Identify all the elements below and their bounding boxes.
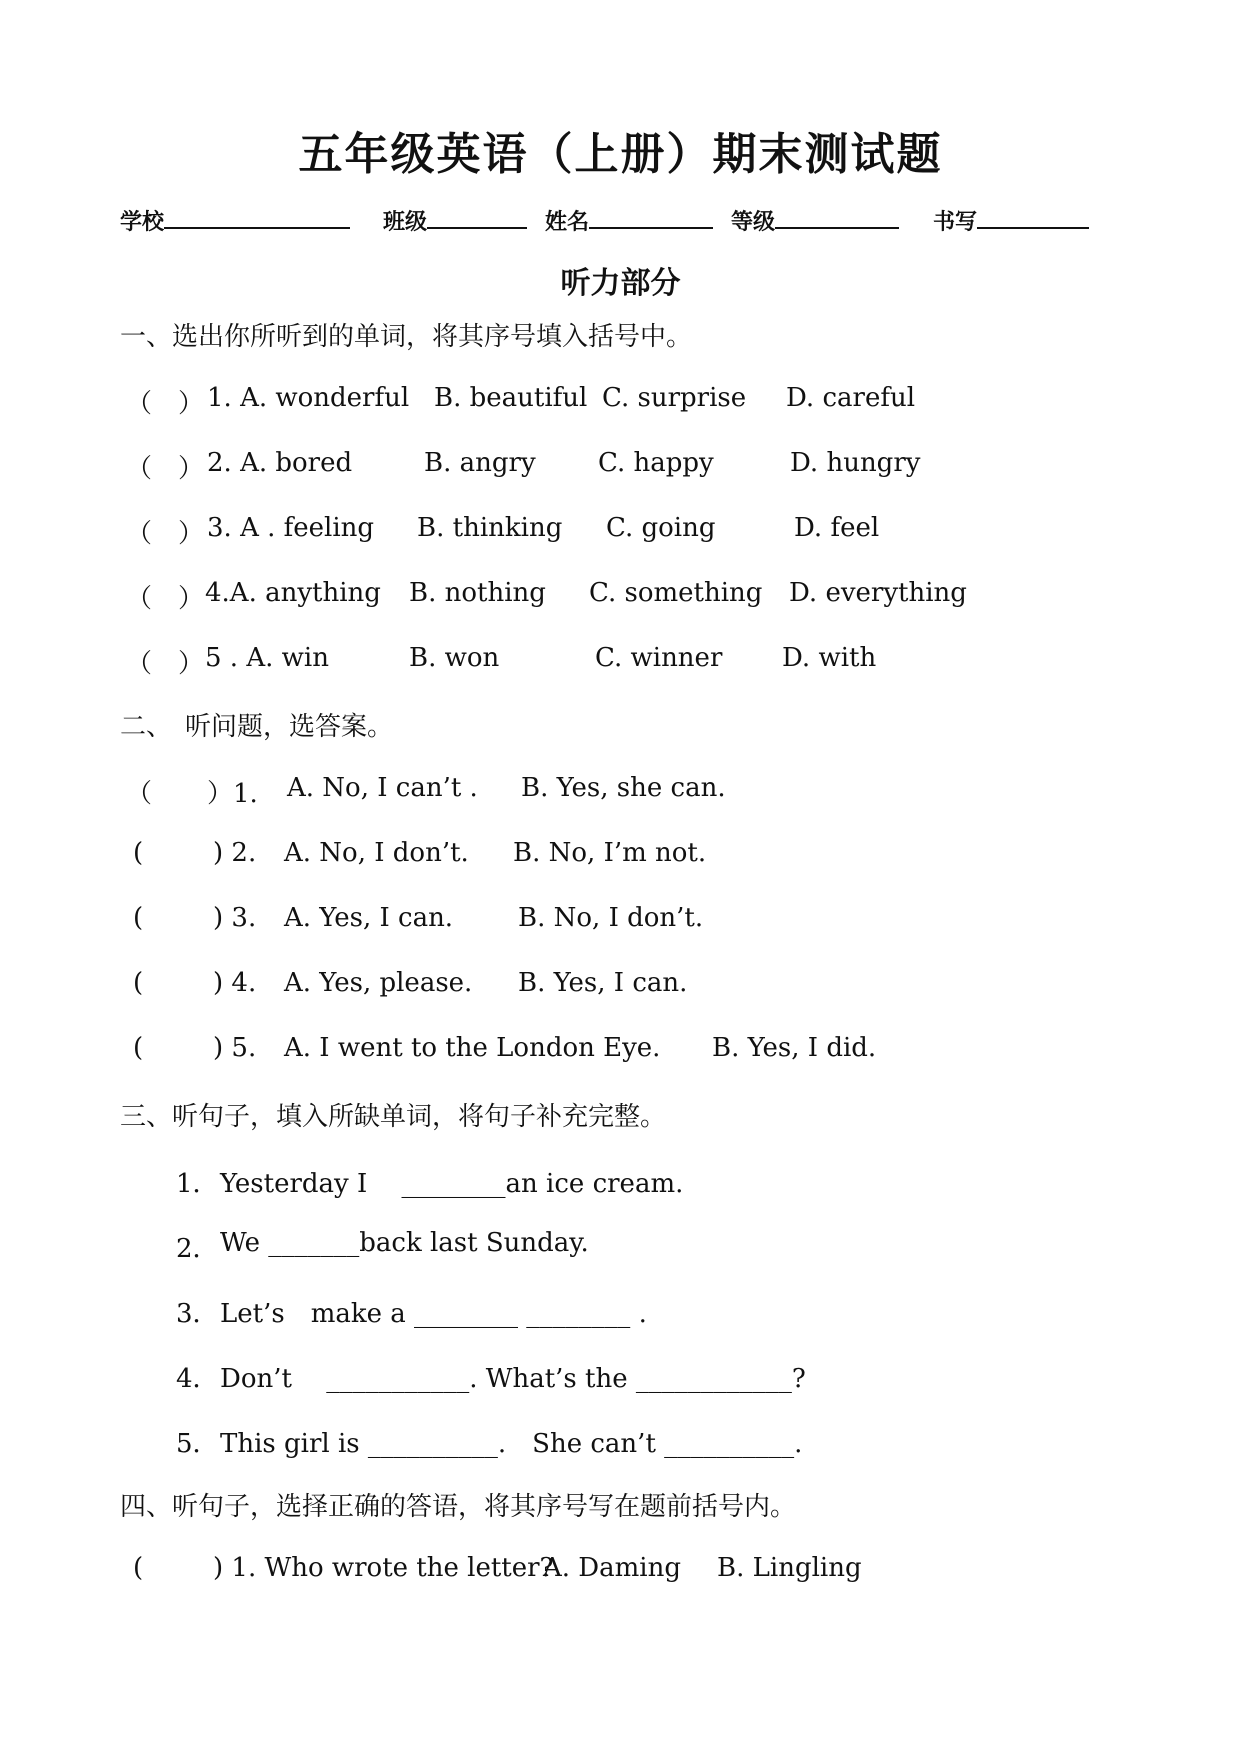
answer-parentheses[interactable]: （ ） bbox=[126, 389, 205, 419]
sentence-text: Yesterday I ________an ice cream. bbox=[220, 1169, 684, 1199]
option-a: A. No, I don’t. bbox=[284, 838, 469, 868]
question-number: ) 5. bbox=[213, 1033, 257, 1063]
option-a: 4.A. anything bbox=[205, 578, 381, 608]
writing-label: 书写 bbox=[933, 210, 978, 235]
question-number: ) 4. bbox=[213, 968, 257, 998]
class-field bbox=[383, 205, 527, 236]
option-b: B. Yes, I did. bbox=[712, 1033, 877, 1063]
option-c: C. going bbox=[606, 513, 716, 543]
option-a: 1. A. wonderful bbox=[207, 383, 410, 413]
school-blank[interactable] bbox=[164, 205, 350, 229]
option-a: A. Yes, I can. bbox=[284, 903, 454, 933]
question-number: ) 2. bbox=[213, 838, 257, 868]
option-b: B. No, I’m not. bbox=[513, 838, 707, 868]
sentence-number: 4． bbox=[176, 1364, 219, 1394]
option-c: C. winner bbox=[595, 643, 723, 673]
name-blank[interactable] bbox=[589, 205, 713, 229]
answer-paren-open[interactable]: ( bbox=[133, 1033, 144, 1063]
option-b: B. angry bbox=[424, 448, 536, 478]
answer-parentheses[interactable]: （ ） bbox=[126, 454, 205, 484]
school-field bbox=[120, 205, 350, 236]
name-label: 姓名 bbox=[545, 210, 590, 235]
option-a: 2. A. bored bbox=[207, 448, 353, 478]
answer-paren-open[interactable]: ( bbox=[133, 1553, 144, 1583]
sentence-text: Don’t ___________. What’s the ____________? bbox=[220, 1364, 806, 1394]
class-label: 班级 bbox=[383, 210, 428, 235]
option-d: D. hungry bbox=[790, 448, 921, 478]
sentence-number: 1． bbox=[176, 1169, 219, 1199]
writing-field bbox=[933, 205, 1089, 236]
name-field bbox=[545, 205, 713, 236]
answer-paren-open[interactable]: ( bbox=[133, 968, 144, 998]
option-b: B. nothing bbox=[409, 578, 546, 608]
option-c: C. happy bbox=[598, 448, 714, 478]
option-a: A. Daming bbox=[543, 1553, 682, 1583]
answer-parentheses[interactable]: （ ） bbox=[126, 649, 205, 679]
section-1-heading: 一、选出你所听到的单词，将其序号填入括号中。 bbox=[120, 322, 693, 352]
sentence-text: Let’s make a ________ ________ . bbox=[220, 1299, 647, 1329]
option-a: A. Yes, please. bbox=[284, 968, 473, 998]
option-b: B. beautiful bbox=[434, 383, 588, 413]
sentence-number: 5． bbox=[176, 1429, 219, 1459]
option-d: D. everything bbox=[789, 578, 967, 608]
section-4-heading: 四、听句子，选择正确的答语，将其序号写在题前括号内。 bbox=[120, 1492, 797, 1522]
sentence-number: 3． bbox=[176, 1299, 219, 1329]
writing-blank[interactable] bbox=[977, 205, 1089, 229]
answer-paren-open[interactable]: ( bbox=[133, 838, 144, 868]
option-a: A. No, I can’t . bbox=[287, 773, 478, 803]
answer-parentheses[interactable]: （ ） bbox=[126, 584, 205, 614]
option-c: C. surprise bbox=[602, 383, 747, 413]
answer-paren-open[interactable]: （ bbox=[126, 779, 153, 809]
sentence-text: This girl is __________. She can’t __________. bbox=[220, 1429, 803, 1459]
option-d: D. feel bbox=[794, 513, 880, 543]
option-b: B. No, I don’t. bbox=[518, 903, 704, 933]
option-c: C. something bbox=[589, 578, 763, 608]
option-b: B. Yes, she can. bbox=[521, 773, 726, 803]
section-2-heading: 二、 听问题，选答案。 bbox=[120, 712, 394, 742]
option-b: B. Yes, I can. bbox=[518, 968, 688, 998]
question-number: ）1. bbox=[207, 779, 258, 809]
option-a: 5 . A. win bbox=[205, 643, 329, 673]
school-label: 学校 bbox=[120, 210, 165, 235]
page-title: 五年级英语（上册）期末测试题 bbox=[298, 129, 943, 180]
option-a: 3. A . feeling bbox=[207, 513, 375, 543]
option-b: B. thinking bbox=[417, 513, 563, 543]
sentence-number: 2． bbox=[176, 1234, 219, 1264]
option-b: B. Lingling bbox=[717, 1553, 862, 1583]
grade-field bbox=[731, 205, 899, 236]
listening-heading: 听力部分 bbox=[560, 266, 681, 301]
grade-label: 等级 bbox=[731, 210, 776, 235]
option-d: D. with bbox=[782, 643, 877, 673]
question-text: ) 1. Who wrote the letter? bbox=[213, 1553, 554, 1583]
section-3-heading: 三、听句子，填入所缺单词，将句子补充完整。 bbox=[120, 1102, 667, 1132]
question-number: ) 3. bbox=[213, 903, 257, 933]
class-blank[interactable] bbox=[427, 205, 527, 229]
option-a: A. I went to the London Eye. bbox=[284, 1033, 661, 1063]
sentence-text: We _______back last Sunday. bbox=[220, 1228, 589, 1258]
grade-blank[interactable] bbox=[775, 205, 899, 229]
answer-parentheses[interactable]: （ ） bbox=[126, 519, 205, 549]
answer-paren-open[interactable]: ( bbox=[133, 903, 144, 933]
option-b: B. won bbox=[409, 643, 500, 673]
option-d: D. careful bbox=[786, 383, 916, 413]
